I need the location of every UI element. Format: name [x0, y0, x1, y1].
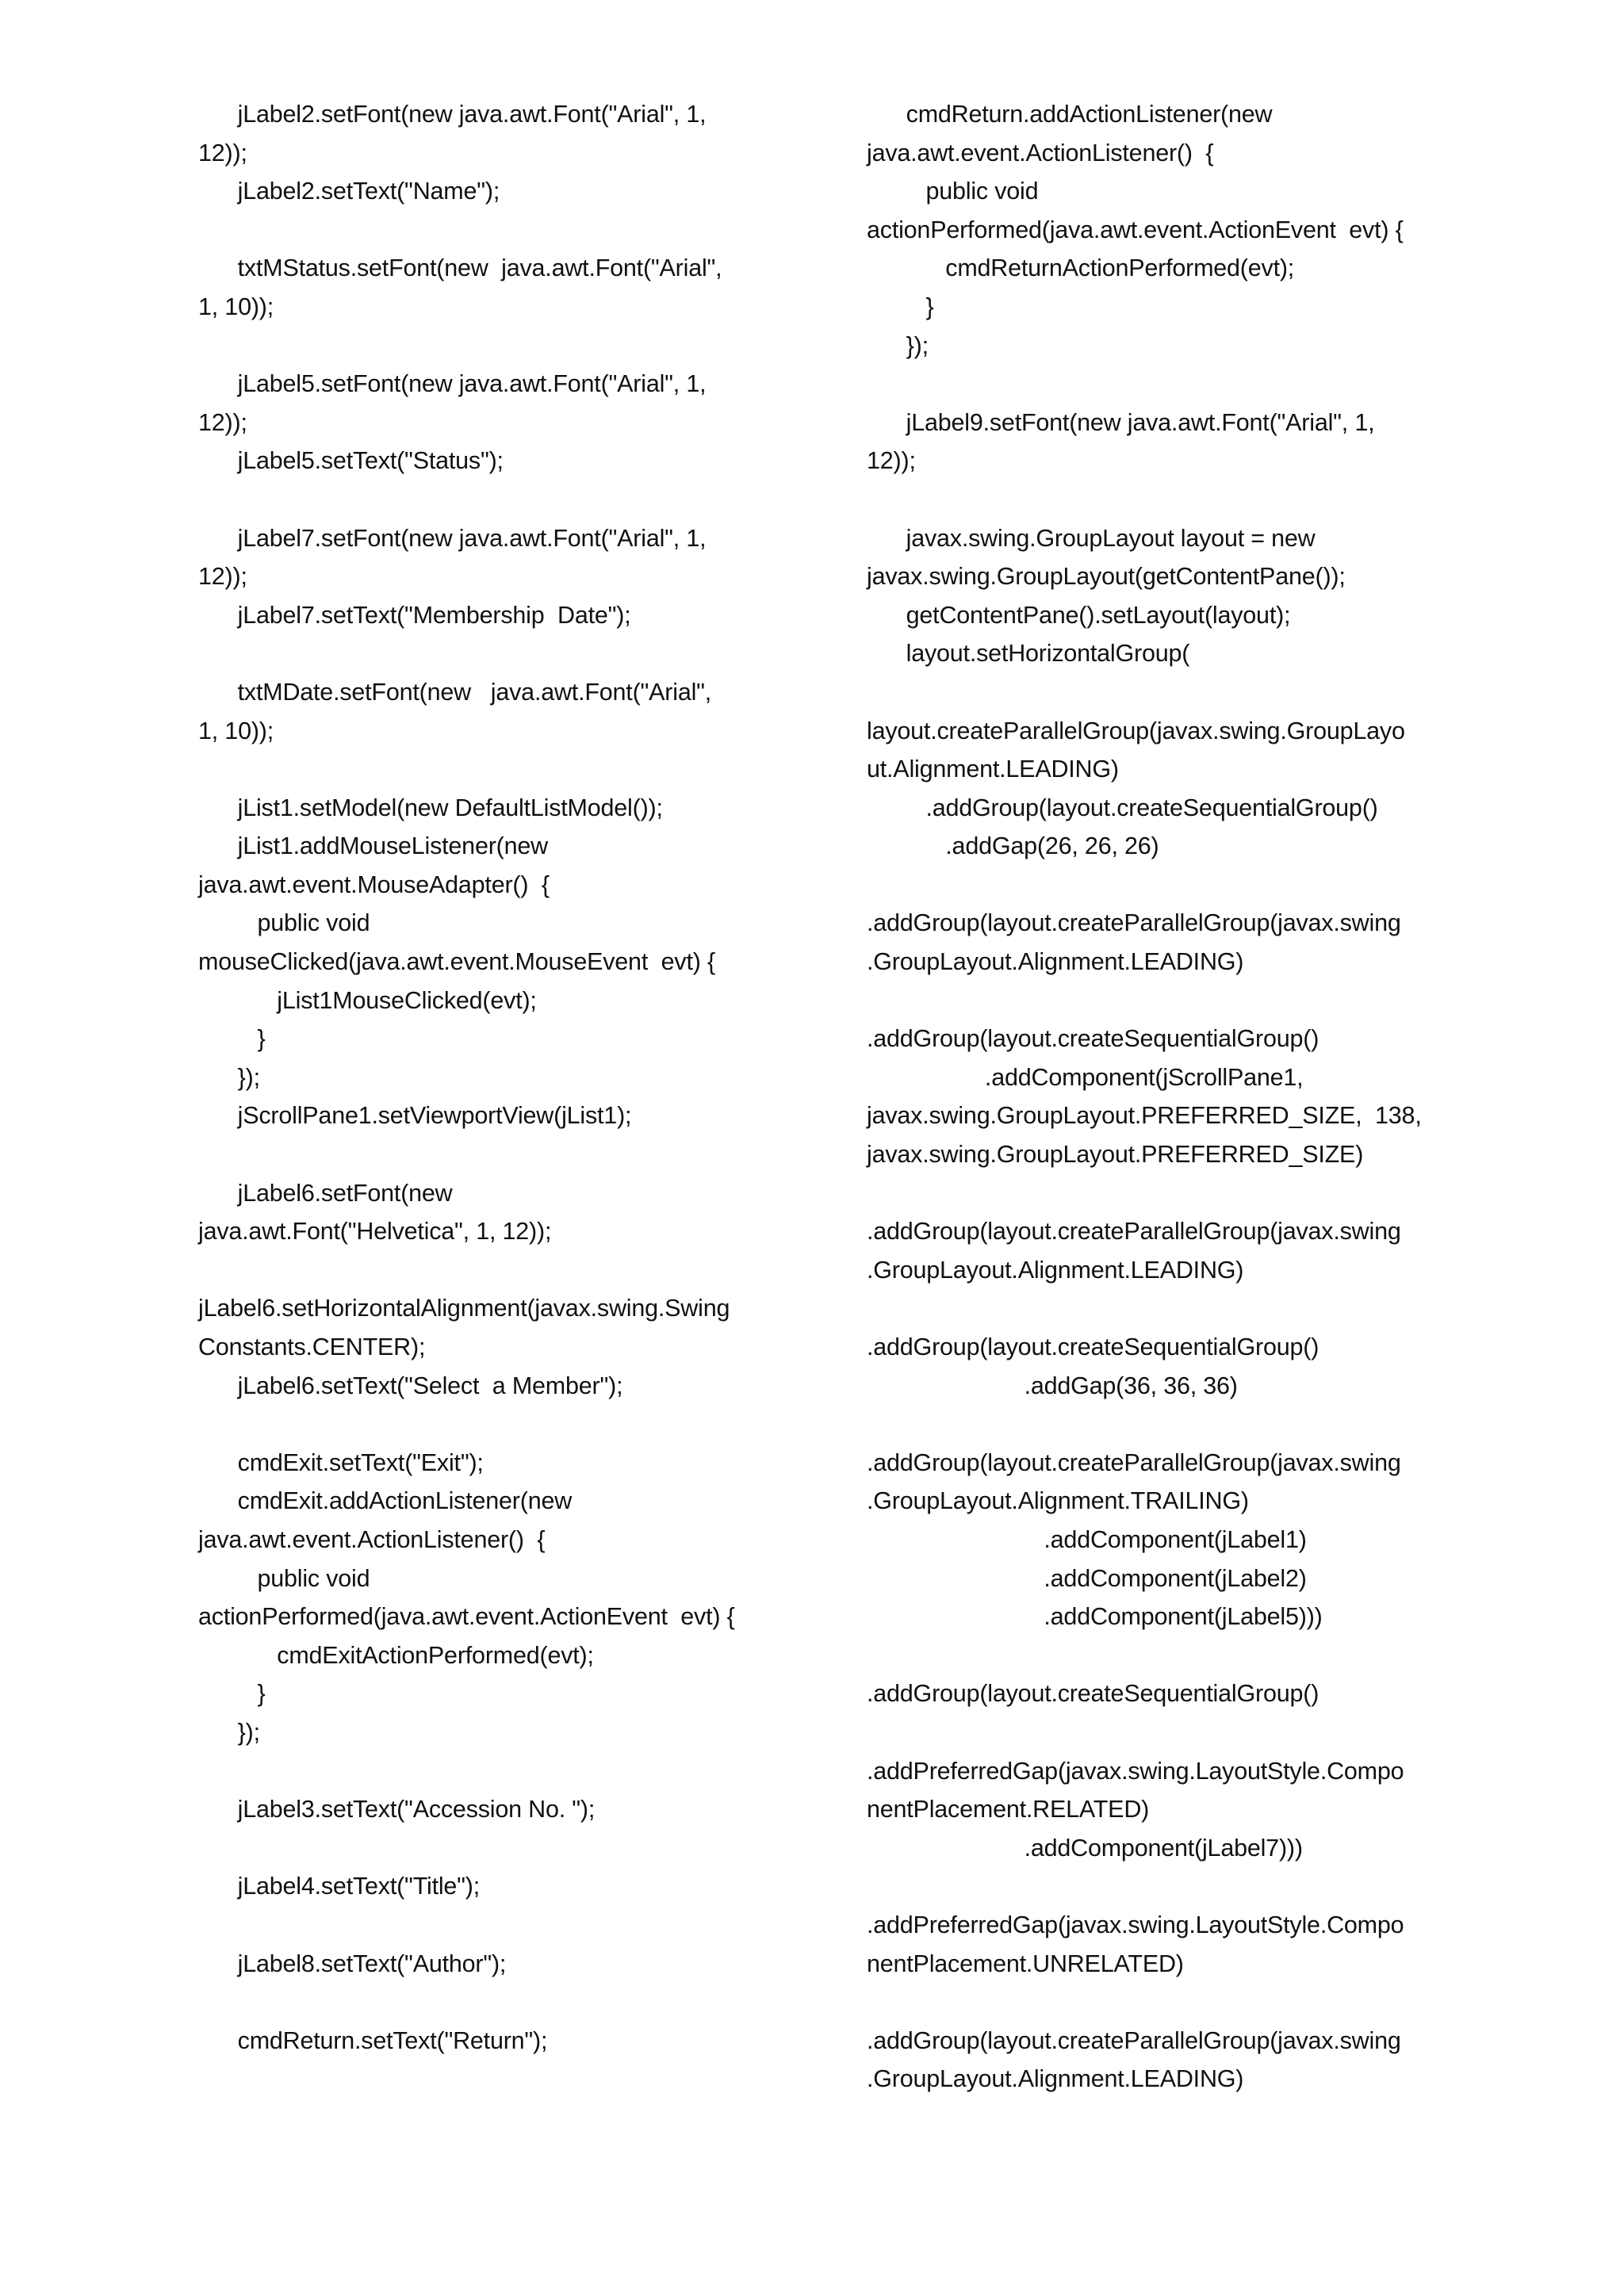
- code-line: [867, 1289, 1454, 1328]
- code-line: [198, 1829, 785, 1868]
- code-line: layout.setHorizontalGroup(: [867, 640, 1190, 668]
- code-line: [867, 1174, 1454, 1213]
- code-line: jList1.setModel(new DefaultListModel());: [198, 794, 663, 821]
- code-line: 12));: [198, 408, 247, 436]
- code-line: [867, 1405, 1454, 1444]
- code-line: [198, 1251, 785, 1290]
- code-line: .GroupLayout.Alignment.LEADING): [867, 1256, 1244, 1284]
- code-line: public void: [198, 909, 370, 937]
- code-line: .GroupLayout.Alignment.TRAILING): [867, 1487, 1249, 1515]
- code-line: jLabel4.setText("Title");: [198, 1873, 481, 1900]
- code-line: .addGroup(layout.createParallelGroup(javax.swing: [867, 909, 1401, 937]
- code-line: [198, 1983, 785, 2022]
- code-line: });: [198, 1063, 260, 1091]
- code-line: });: [198, 1718, 260, 1746]
- code-line: [867, 1713, 1454, 1752]
- code-line: jLabel5.setFont(new java.awt.Font("Arial", 1,: [198, 370, 707, 398]
- code-line: jLabel6.setHorizontalAlignment(javax.swing.Swing: [198, 1295, 730, 1322]
- code-line: cmdExitActionPerformed(evt);: [198, 1641, 594, 1669]
- code-line: cmdReturn.setText("Return");: [198, 2026, 548, 2054]
- code-line: java.awt.event.ActionListener() {: [198, 1525, 546, 1553]
- code-line: javax.swing.GroupLayout layout = new: [867, 524, 1316, 552]
- code-column-left: [198, 95, 785, 2060]
- code-line: actionPerformed(java.awt.event.ActionEvent evt) {: [198, 1603, 735, 1631]
- code-line: 1, 10));: [198, 293, 274, 320]
- code-line: .addComponent(jLabel7))): [867, 1834, 1303, 1862]
- code-line: jLabel9.setFont(new java.awt.Font("Arial", 1,: [867, 408, 1375, 436]
- code-line: txtMDate.setFont(new java.awt.Font("Arial",: [198, 678, 712, 706]
- code-line: [867, 1636, 1454, 1675]
- code-line: java.awt.event.ActionListener() {: [867, 139, 1214, 166]
- code-line: });: [867, 331, 929, 359]
- code-line: 12));: [198, 563, 247, 591]
- code-line: jLabel6.setText("Select a Member");: [198, 1372, 623, 1399]
- code-line: .addComponent(jLabel5))): [867, 1603, 1323, 1631]
- code-line: public void: [867, 178, 1039, 205]
- code-line: cmdExit.addActionListener(new: [198, 1487, 573, 1515]
- code-column-right: [867, 95, 1454, 2099]
- code-line: .addGap(26, 26, 26): [867, 832, 1159, 860]
- code-line: }: [198, 1025, 266, 1053]
- code-line: cmdExit.setText("Exit");: [198, 1448, 484, 1476]
- code-line: [198, 327, 785, 365]
- code-line: [867, 866, 1454, 905]
- code-line: jLabel8.setText("Author");: [198, 1950, 507, 1977]
- code-line: actionPerformed(java.awt.event.ActionEvent evt) {: [867, 216, 1404, 243]
- code-line: .addGap(36, 36, 36): [867, 1372, 1238, 1399]
- code-line: ut.Alignment.LEADING): [867, 756, 1119, 783]
- code-line: jLabel2.setFont(new java.awt.Font("Arial", 1,: [198, 101, 707, 128]
- code-line: jLabel5.setText("Status");: [198, 447, 504, 475]
- code-line: [867, 365, 1454, 404]
- code-line: 1, 10));: [198, 717, 274, 744]
- code-line: layout.createParallelGroup(javax.swing.GroupLayo: [867, 717, 1405, 744]
- code-line: jLabel7.setText("Membership Date");: [198, 601, 631, 629]
- code-line: cmdReturn.addActionListener(new: [867, 101, 1273, 128]
- code-line: jLabel2.setText("Name");: [198, 178, 500, 205]
- code-line: [867, 1983, 1454, 2022]
- code-line: getContentPane().setLayout(layout);: [867, 601, 1291, 629]
- code-line: .addGroup(layout.createParallelGroup(javax.swing: [867, 1448, 1401, 1476]
- code-line: .addComponent(jLabel1): [867, 1525, 1307, 1553]
- code-line: 12));: [867, 447, 916, 475]
- code-line: .GroupLayout.Alignment.LEADING): [867, 2065, 1244, 2093]
- code-line: [198, 1906, 785, 1945]
- code-line: .addPreferredGap(javax.swing.LayoutStyle.Compo: [867, 1911, 1404, 1938]
- code-line: [867, 1867, 1454, 1906]
- code-line: .addGroup(layout.createSequentialGroup(): [867, 1680, 1320, 1708]
- code-line: jLabel7.setFont(new java.awt.Font("Arial", 1,: [198, 524, 707, 552]
- code-line: jScrollPane1.setViewportView(jList1);: [198, 1102, 632, 1130]
- code-line: mouseClicked(java.awt.event.MouseEvent evt) {: [198, 948, 715, 976]
- code-line: .addComponent(jScrollPane1,: [867, 1063, 1304, 1091]
- code-line: jList1MouseClicked(evt);: [198, 986, 537, 1014]
- code-line: javax.swing.GroupLayout(getContentPane());: [867, 563, 1346, 591]
- code-line: .addGroup(layout.createSequentialGroup(): [867, 1025, 1320, 1053]
- code-line: [198, 1752, 785, 1791]
- code-line: [867, 673, 1454, 712]
- code-line: nentPlacement.RELATED): [867, 1796, 1150, 1823]
- code-line: cmdReturnActionPerformed(evt);: [867, 254, 1295, 282]
- code-line: [198, 750, 785, 789]
- code-line: .addGroup(layout.createSequentialGroup(): [867, 794, 1378, 821]
- code-line: }: [867, 293, 934, 320]
- code-line: .GroupLayout.Alignment.LEADING): [867, 948, 1244, 976]
- code-line: [198, 1405, 785, 1444]
- code-line: jLabel3.setText("Accession No. ");: [198, 1796, 596, 1823]
- code-line: jLabel6.setFont(new: [198, 1179, 453, 1207]
- code-line: [867, 982, 1454, 1020]
- code-line: javax.swing.GroupLayout.PREFERRED_SIZE): [867, 1141, 1364, 1169]
- code-line: javax.swing.GroupLayout.PREFERRED_SIZE, 138,: [867, 1102, 1422, 1130]
- code-line: .addComponent(jLabel2): [867, 1564, 1307, 1592]
- code-line: java.awt.event.MouseAdapter() {: [198, 871, 550, 898]
- code-line: }: [198, 1680, 266, 1708]
- code-line: [198, 1135, 785, 1174]
- code-line: nentPlacement.UNRELATED): [867, 1950, 1184, 1977]
- code-line: jList1.addMouseListener(new: [198, 832, 548, 860]
- code-line: Constants.CENTER);: [198, 1334, 426, 1360]
- code-line: public void: [198, 1564, 370, 1592]
- code-line: .addGroup(layout.createParallelGroup(javax.swing: [867, 1218, 1401, 1246]
- code-line: 12));: [198, 139, 247, 166]
- code-line: .addGroup(layout.createSequentialGroup(): [867, 1334, 1320, 1360]
- code-line: java.awt.Font("Helvetica", 1, 12));: [198, 1218, 552, 1246]
- code-line: .addGroup(layout.createParallelGroup(javax.swing: [867, 2026, 1401, 2054]
- code-line: [198, 634, 785, 673]
- code-line: [867, 480, 1454, 519]
- code-line: .addPreferredGap(javax.swing.LayoutStyle.Compo: [867, 1757, 1404, 1785]
- code-line: [198, 211, 785, 250]
- code-line: txtMStatus.setFont(new java.awt.Font("Arial",: [198, 254, 722, 282]
- code-line: [198, 480, 785, 519]
